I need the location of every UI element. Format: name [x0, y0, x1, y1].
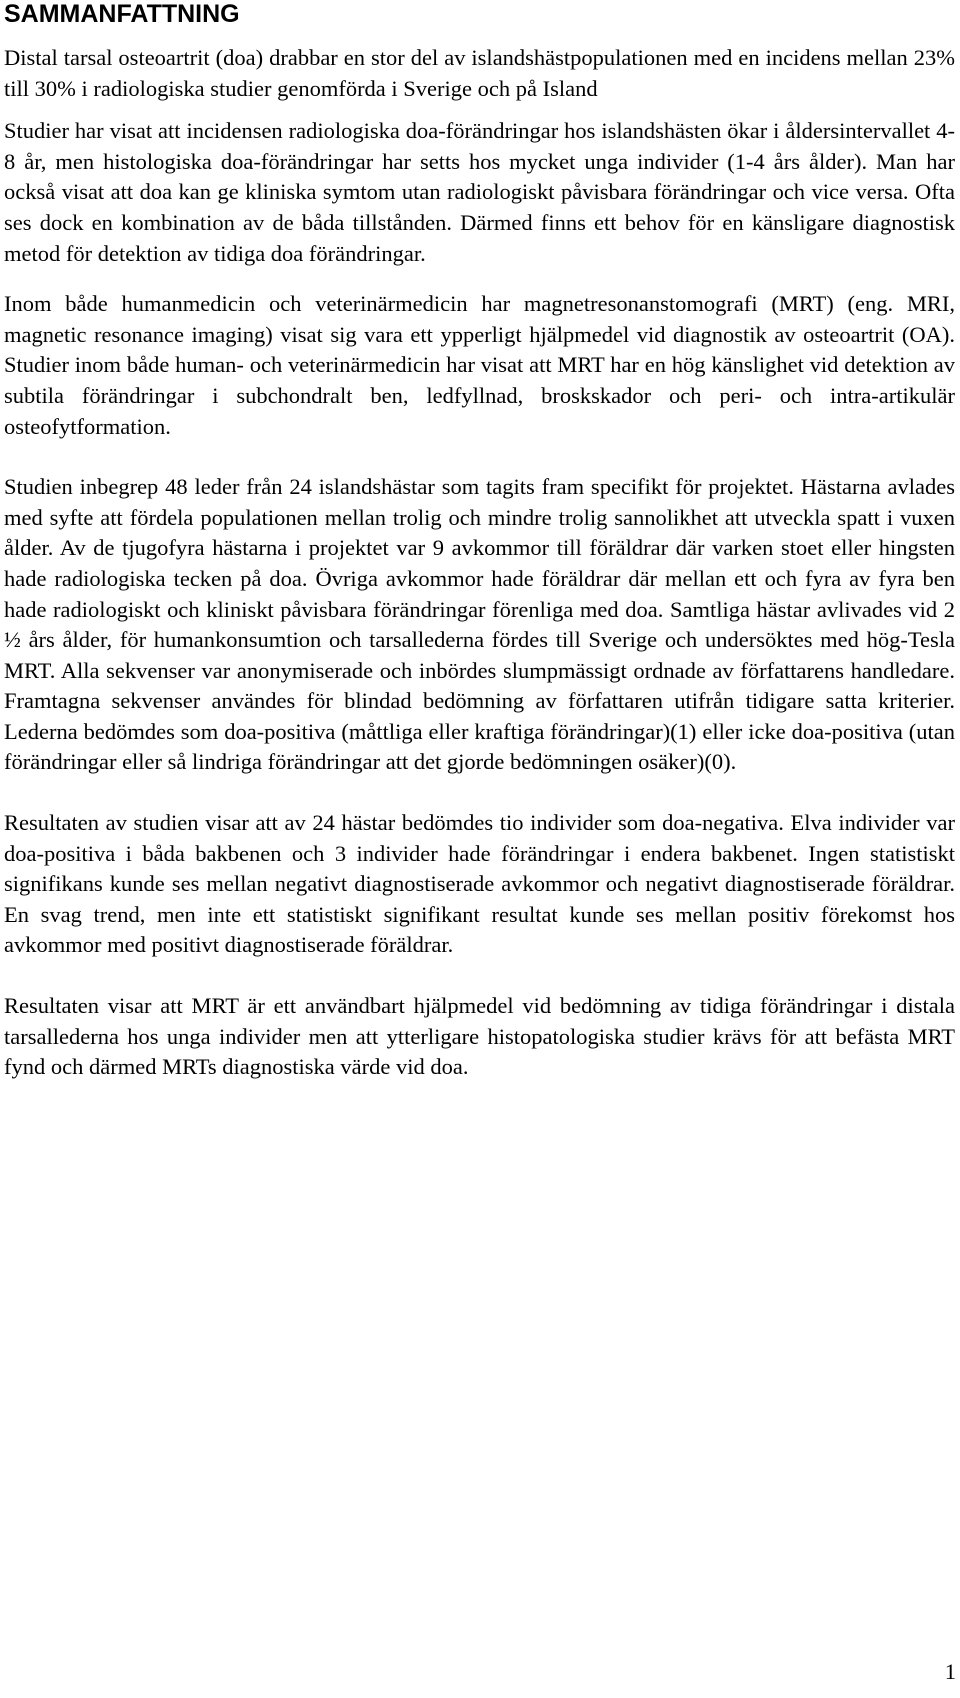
paragraph-method: Studien inbegrep 48 leder från 24 islandshästar som tagits fram specifikt för projektet. Hästarna avlades med syfte att fördela populationen mellan trolig och mindre trolig sannolikhet att utveckla spatt i vuxen ålder. Av de tjugofyra hästarna i projektet var 9 avkommor till föräldrar där varken stoet eller hingsten hade radiologiska tecken på doa. Övriga avkommor hade föräldrar där mellan ett och fyra av fyra ben hade radiologiskt och kliniskt påvisbara förändringar förenliga med doa. Samtliga hästar avlivades vid 2 ½ års ålder, för humankonsumtion och tarsallederna fördes till Sverige och undersöktes med hög-Tesla MRT. Alla sekvenser var anonymiserade och inbördes slumpmässigt ordnade av författarens handledare. Framtagna sekvenser användes för blindad bedömning av författaren utifrån tidigare satta kriterier. Lederna bedömdes som doa-positiva (måttliga eller kraftiga förändringar)(1) eller icke doa-positiva (utan förändringar eller så lindriga förändringar att det gjorde bedömningen osäker)(0). — [4, 474, 955, 775]
paragraph-results: Resultaten av studien visar att av 24 hästar bedömdes tio individer som doa-negativa. Elva individer var doa-positiva i båda bakbenen och 3 individer hade förändringar i endera bakbenet. Ingen statistiskt signifikans kunde ses mellan negativt diagnostiserade avkommor och negativt diagnostiserade föräldrar. En svag trend, men inte ett statistiskt signifikant resultat kunde ses mellan positiv förekomst hos avkommor med positivt diagnostiserade föräldrar. — [4, 810, 955, 958]
paragraph-intro: Distal tarsal osteoartrit (doa) drabbar en stor del av islandshästpopulationen med en incidens mellan 23% till 30% i radiologiska studier genomförda i Sverige och på Island — [4, 45, 955, 101]
paragraph-conclusion: Resultaten visar att MRT är ett användbart hjälpmedel vid bedömning av tidiga förändringar i distala tarsallederna hos unga individer men att ytterligare histopatologiska studier krävs för att befästa MRT fynd och därmed MRTs diagnostiska värde vid doa. — [4, 993, 955, 1080]
paragraph-mri: Inom både humanmedicin och veterinärmedicin har magnetresonanstomografi (MRT) (eng. MRI, magnetic resonance imaging) visat sig vara ett ypperligt hjälpmedel vid diagnostik av osteoartrit (OA). Studier inom både human- och veterinärmedicin har visat att MRT har en hög känslighet vid detektion av subtila förändringar i subchondralt ben, ledfyllnad, broskskador och peri- och intra-artikulär osteofytformation. — [4, 291, 955, 439]
document-page — [4, 0, 955, 1083]
page-number: 1 — [944, 1659, 956, 1684]
section-heading: SAMMANFATTNING — [4, 0, 240, 28]
paragraph-background: Studier har visat att incidensen radiologiska doa-förändringar hos islandshästen ökar i åldersintervallet 4-8 år, men histologiska doa-förändringar har setts hos mycket unga individer (1-4 års ålder). Man har också visat att doa kan ge kliniska symtom utan radiologiskt påvisbara förändringar och vice versa. Ofta ses dock en kombination av de båda tillstånden. Därmed finns ett behov för en känsligare diagnostisk metod för detektion av tidiga doa förändringar. — [4, 118, 955, 266]
